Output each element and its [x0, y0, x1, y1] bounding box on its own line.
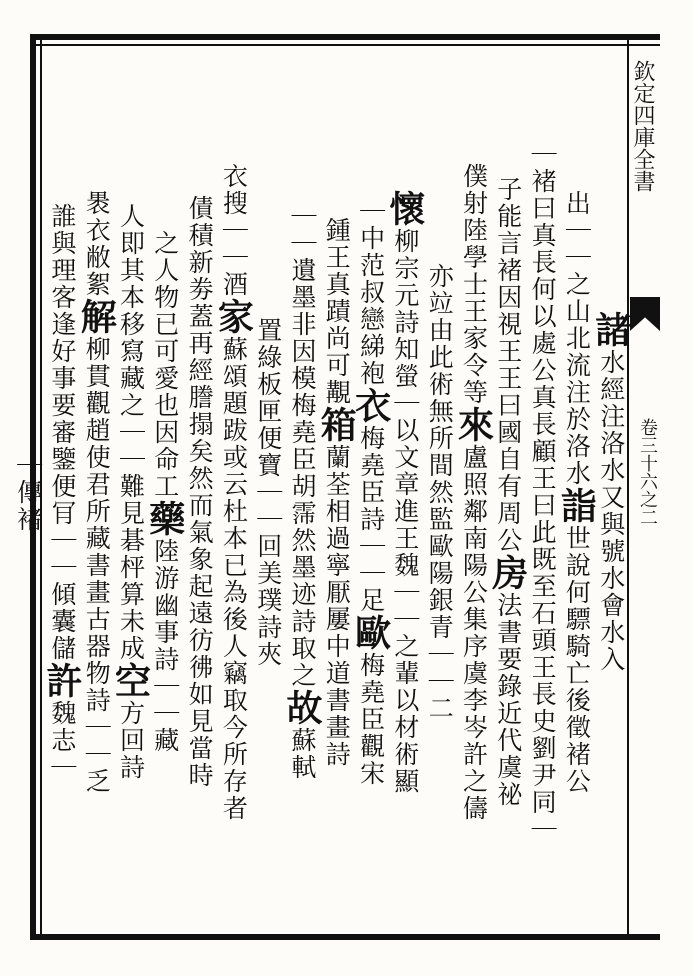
headword: 藥 — [143, 500, 186, 538]
text-segment: 之人物已可愛也因命工 — [150, 230, 180, 500]
text-column — [589, 54, 632, 930]
volume-label: 卷三十六之二 — [637, 418, 658, 526]
text-segment: 子能言褚因視王王曰國自有周公 — [493, 176, 523, 554]
text-column — [281, 54, 323, 930]
text-segment: 詩夾 — [253, 613, 283, 668]
text-segment: 柳宗元詩知螢｜ — [390, 227, 420, 417]
headword: 家 — [212, 297, 255, 336]
text-segment: 鍾王真蹟尚可覯 — [322, 216, 352, 406]
text-segment: ｜｜遺墨非因模 — [288, 203, 317, 392]
text-column — [383, 54, 426, 930]
text-segment: 入 — [596, 646, 626, 673]
text-segment: 梅堯臣觀宋 — [356, 651, 386, 787]
text-segment: 蘭荃相過寧厭屢 — [322, 443, 352, 633]
text-segment: ｜傳褚 — [13, 451, 43, 533]
text-segment: 僕射陸學士王家令等 — [459, 162, 489, 406]
text-segment: 魏志｜ — [47, 700, 77, 781]
text-segment: 褁衣敝絮 — [82, 189, 112, 298]
headword: 懷 — [383, 189, 426, 228]
text-segment: 中道書畫詩 — [322, 632, 352, 768]
text-segment: 誰與理 — [47, 203, 77, 284]
headword: 諸 — [589, 311, 632, 349]
text-column — [421, 54, 457, 930]
text-segment: 債積新劵 — [185, 195, 215, 303]
text-segment: ｜中范叔戀綈袍 — [356, 197, 386, 387]
text-segment: 世說何驃騎亡後徵褚公 — [562, 524, 592, 795]
headword: 許 — [40, 662, 83, 700]
text-column — [452, 54, 495, 930]
text-segment: 難見碁枰算未成 — [116, 473, 146, 662]
text-column — [109, 54, 152, 930]
text-column — [10, 54, 46, 930]
text-segment: 客逢好事要審鑒便肎｜｜傾囊儲 — [47, 284, 77, 662]
text-column — [181, 54, 217, 930]
text-segment: 蘇頌題跋或云杜本已為後人竊取今所存者 — [219, 335, 249, 822]
text-column — [555, 54, 598, 930]
text-column — [250, 54, 286, 930]
headword: 歐 — [349, 613, 392, 652]
book-title: 欽定四庫全書 — [630, 60, 655, 192]
headword: 故 — [281, 689, 323, 727]
text-column — [486, 54, 529, 930]
text-segment: 蓋再經謄搨矣然而氣象起遠彷彿如見當時 — [185, 303, 215, 789]
text-segment: ｜褚曰真長何以處公真長顧王曰此 — [528, 141, 558, 546]
text-column — [524, 54, 560, 930]
text-column — [143, 54, 186, 930]
headword: 來 — [452, 405, 495, 444]
text-segment: 水經注洛水又與號水會水 — [596, 349, 626, 646]
bottom-border — [30, 934, 660, 940]
text-segment: 盧照鄰南陽公集序虞李岑許之儔 — [459, 443, 489, 822]
text-segment: 既至石頭王長史劉尹同｜ — [528, 546, 558, 843]
text-segment: 置綠板匣便寶｜｜回美璞 — [253, 316, 283, 614]
text-segment: 亦竝由此術無所間然 — [425, 262, 455, 506]
text-segment: ｜｜乏 — [82, 713, 112, 795]
top-border-inner — [30, 44, 660, 46]
text-column — [315, 54, 358, 930]
headword: 箱 — [315, 405, 358, 444]
text-segment: 出｜｜之山北流注於洛水 — [562, 189, 592, 487]
text-segment: 蘇軾 — [288, 727, 317, 781]
text-segment: 監歐陽銀青｜｜二 — [425, 505, 455, 722]
text-segment: 梅堯臣胡霈然墨迹詩取之 — [288, 392, 317, 689]
text-segment: 衣搜｜｜酒 — [219, 162, 249, 298]
headword: 空 — [109, 662, 152, 700]
text-column — [349, 54, 392, 930]
text-segment: 以文章進王魏｜｜之輩以材術顯 — [390, 416, 420, 795]
text-segment: 人即其本移寫藏之｜｜ — [116, 203, 146, 473]
text-segment: 法書要錄近代虞祕 — [493, 592, 523, 808]
headword: 房 — [486, 554, 529, 592]
headword: 衣 — [349, 386, 392, 425]
text-segment: 方回詩 — [116, 700, 146, 781]
text-segment: 梅堯臣詩｜｜足 — [356, 424, 386, 614]
text-segment: 陸游幽事詩｜｜藏 — [150, 538, 180, 754]
text-column — [212, 54, 255, 930]
headword: 解 — [75, 297, 118, 336]
text-column — [40, 54, 83, 930]
text-segment: 柳貫觀趙使君所藏書畫古器物詩 — [82, 335, 112, 714]
headword: 詣 — [555, 486, 598, 525]
top-border — [30, 34, 660, 40]
text-column — [75, 54, 118, 930]
